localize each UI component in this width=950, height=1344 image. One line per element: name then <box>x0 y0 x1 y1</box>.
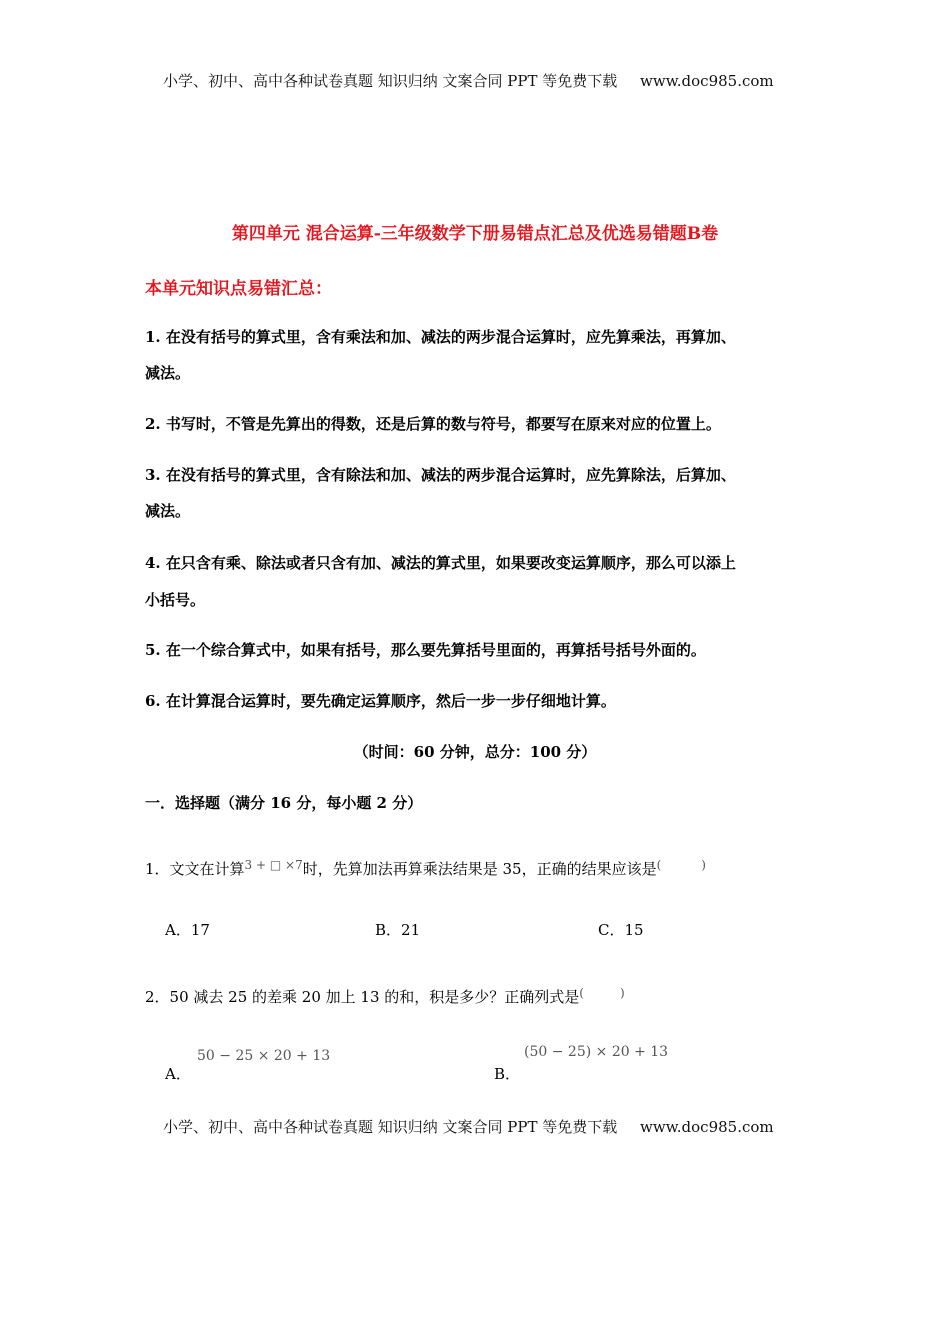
question-1-option-b[interactable]: B．21 <box>375 921 421 939</box>
question-1-answer-paren-close: ) <box>701 858 706 872</box>
time-info: （时间：60 分钟，总分：100 分） <box>353 743 597 761</box>
point-6-line1: 6. 在计算混合运算时，要先确定运算顺序，然后一步一步仔细地计算。 <box>145 692 616 710</box>
page-header <box>163 70 774 91</box>
point-2-line1: 2. 书写时，不管是先算出的得数，还是后算的数与符号，都要写在原来对应的位置上。 <box>145 415 721 433</box>
question-2-answer-paren-open: ( <box>579 986 584 1000</box>
question-2-option-b-formula: (50 − 25) × 20 + 13 <box>524 1044 669 1060</box>
question-1-prefix: 1．文文在计算 <box>145 860 245 878</box>
point-4-line1: 4. 在只含有乘、除法或者只含有加、减法的算式里，如果要改变运算顺序，那么可以添上 <box>145 554 736 572</box>
question-section-heading: 一．选择题（满分 16 分，每小题 2 分） <box>145 794 423 812</box>
question-1 <box>145 858 706 879</box>
question-2 <box>145 986 625 1007</box>
point-3-line1: 3. 在没有括号的算式里，含有除法和加、减法的两步混合运算时，应先算除法，后算加、 <box>145 466 736 484</box>
point-3-line2: 减法。 <box>145 502 191 520</box>
point-1-line2: 减法。 <box>145 364 191 382</box>
question-1-answer-paren-open: ( <box>656 858 662 872</box>
question-1-suffix: 时，先算加法再算乘法结果是 35，正确的结果应该是 <box>302 860 657 878</box>
footer-text: 小学、初中、高中各种试卷真题 知识归纳 文案合同 PPT 等免费下载 <box>163 1118 618 1136</box>
question-2-prefix: 2．50 减去 25 的差乘 20 加上 13 的和，积是多少？正确列式是 <box>145 988 580 1006</box>
page-footer <box>163 1116 774 1137</box>
header-site-link[interactable]: www.doc985.com <box>640 72 774 90</box>
question-1-formula: 3 + □ ×7 <box>244 858 303 872</box>
header-text: 小学、初中、高中各种试卷真题 知识归纳 文案合同 PPT 等免费下载 <box>163 72 618 90</box>
section-heading: 本单元知识点易错汇总： <box>145 279 332 299</box>
question-2-option-b-label[interactable]: B． <box>494 1065 521 1083</box>
question-1-option-c[interactable]: C．15 <box>598 921 644 939</box>
footer-site-link[interactable]: www.doc985.com <box>640 1118 774 1136</box>
point-1-line1: 1. 在没有括号的算式里，含有乘法和加、减法的两步混合运算时，应先算乘法，再算加、 <box>145 328 736 346</box>
document-title: 第四单元 混合运算-三年级数学下册易错点汇总及优选易错题B卷 <box>231 224 719 244</box>
question-1-option-a[interactable]: A．17 <box>165 921 210 939</box>
question-2-option-a-formula: 50 − 25 × 20 + 13 <box>197 1048 331 1064</box>
question-2-answer-paren-close: ) <box>619 986 625 1000</box>
question-2-option-a-label[interactable]: A． <box>165 1065 191 1083</box>
point-5-line1: 5. 在一个综合算式中，如果有括号，那么要先算括号里面的，再算括号括号外面的。 <box>145 641 706 659</box>
point-4-line2: 小括号。 <box>145 591 206 609</box>
